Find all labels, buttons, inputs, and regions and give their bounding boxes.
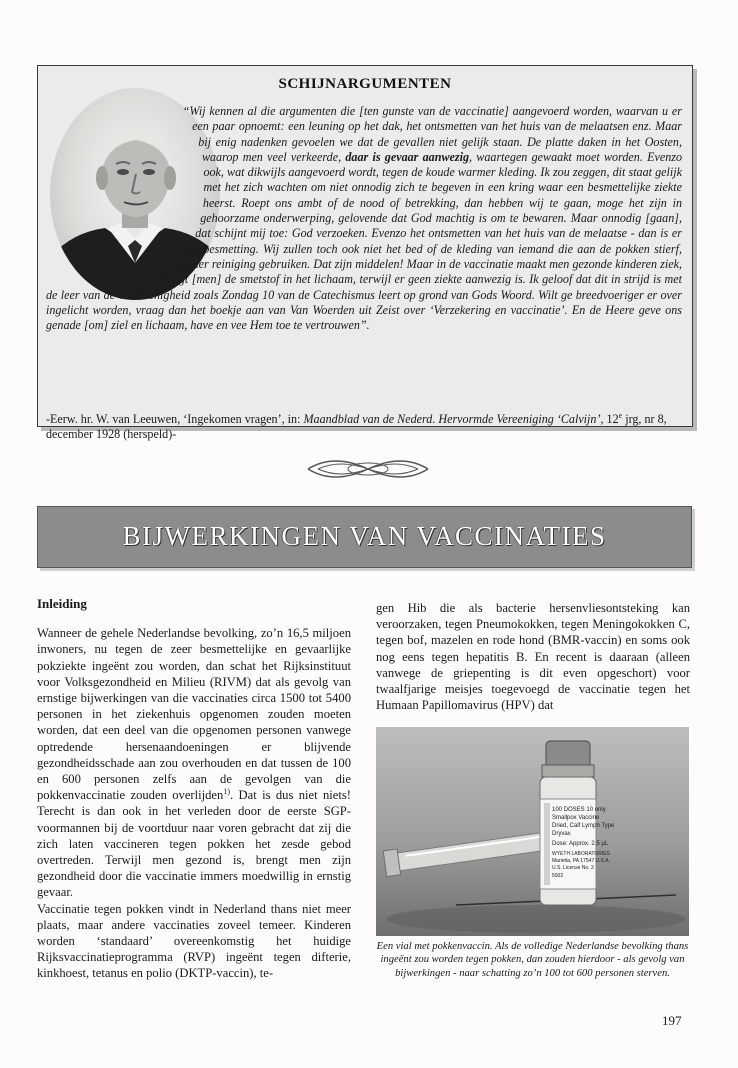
article-right-column: [376, 600, 690, 713]
quote-emphasis: daar is gevaar aanwezig: [345, 149, 470, 164]
quote-box: [37, 65, 693, 441]
vial-label-line-6: WYETH LABORATORIES: [552, 851, 610, 857]
source-part2: , 12: [600, 412, 619, 426]
quote-part1: “Wij kennen al die argumenten die [ten gunste van de vaccinatie] aangevoerd worden, waarvan u er een paar opnoemt: een leuning op het dak, het ontsmetten van het huis van de melaatsen enz. Maar bij enig nadenken gevoelen we dat de gevallen niet gelijk staan. De platte daken in het Oosten, waarop men veel verkeerde,: [182, 104, 682, 164]
article-paragraph-1: [37, 625, 351, 900]
article-paragraph-2: Vaccinatie tegen pokken vindt in Nederland thans niet meer plaats, maar andere vaccinaties zoveel temeer. Kinderen worden ‘standaard’ overeenkomstig het huidige Rijksvaccinatieprogramma (RVP) ingeënt tegen difterie, kinkhoest, tetanus en polio (DKTP-vaccin), te-: [37, 901, 351, 981]
vial-label-line-5: Dose: Approx. 2.5 µL: [552, 841, 609, 847]
footnote-ref: 1): [223, 787, 230, 797]
vial-label-line-7: Marietta, PA 17547 U.S.A.: [552, 858, 610, 864]
vial-label-line-9: 5002: [552, 873, 564, 879]
photo-caption: Een vial met pokkenvaccin. Als de volledige Nederlandse bevolking thans ingeënt zou worden tegen pokken, dan zouden hierdoor - als gevolg van bijwerkingen - naar schatting zo’n 100 tot 600 personen sterven.: [376, 941, 689, 979]
vial-label-line-8: U.S. License No. 3: [552, 865, 594, 871]
vaccine-vial-photo: [376, 727, 689, 936]
vial-label-line-2: Smallpox Vaccine: [552, 815, 600, 821]
section-title: BIJWERKINGEN VAN VACCINATIES: [122, 521, 607, 551]
page-number: 197: [662, 1013, 682, 1028]
flourish-ornament-icon: [304, 451, 432, 487]
article-heading: Inleiding: [37, 596, 87, 611]
vial-label-line-4: Dryvax: [552, 831, 571, 837]
section-banner: [37, 506, 692, 568]
quote-source: [46, 412, 682, 442]
vial-label-line-3: Dried, Calf Lymph Type: [552, 823, 615, 829]
vaccine-vial-illustration: [376, 727, 689, 936]
quote-text: [46, 104, 682, 333]
article-left-column: [37, 596, 351, 982]
vial-label-line-1: 100 DOSES 10 only: [552, 807, 606, 813]
source-journal: Maandblad van de Nederd. Hervormde Vereeniging ‘Calvijn’: [303, 412, 601, 426]
article-paragraph-3: gen Hib die als bacterie hersenvliesontsteking kan veroorzaken, tegen Pneumokokken, tegen Meningokokken C, tegen bof, mazelen en rode hond (BMR-vaccin) en soms ook nog eens tegen hepatitis B. En recent is daaraan (alleen vanwege de griepenting is dit even opgeschort) voor twaalfjarige meisjes toegevoegd de vaccinatie tegen het Humaan Papillomavirus (HPV) dat: [376, 601, 690, 713]
box-title: SCHIJNARGUMENTEN: [278, 76, 452, 92]
source-part1: -Eerw. hr. W. van Leeuwen, ‘Ingekomen vragen’, in:: [46, 412, 304, 426]
quote-part2: , waartegen gewaakt moet worden. Evenzo ook, wat dikwijls aangevoerd wordt, tegen de koude warmer kleding. Ik zou zeggen, dit staat gelijk met het zich wachten om niet onnodig zich te begeven in een kring waar een besmettelijke ziekte heerst. Roept ons ambt of de nood of betrekking, dan hebben wij te gaan, moge het zijn in gehoorzame onderwerping, gelovende dat God machtig is om te bewaren. Maar onnodig [gaan], dat schijnt mij toe: God verzoeken. Evenzo het ontsmetten van het huis van de melaatse - dan is er de besmetting. Wij zullen toch ook niet het bed of de kleding van iemand die aan de pokken stierf, zonder reiniging gebruiken. Dat zijn middelen! Maar in de vaccinatie maakt men gezonde kinderen ziek, brengt [men] de smetstof in het lichaam, terwijl er geen ziekte aanwezig is. Ik geloof dat dit in strijd is met de leer van de voorzienigheid zoals Zondag 10 van de Catechismus leert op grond van Gods Woord. Wilt ge breedvoeriger er over ingelicht worden, vraag dan het boekje aan van Van Woerden uit Zeist over ‘Verzekering en vaccinatie’. En de Heere geve ons genade [om] ziel en lichaam, have en vee Hem toe te vertrouwen”.: [46, 149, 682, 333]
paragraph-1-part2: . Dat is dus niet niets! Terecht is dan ook in het verleden door de eerste SGP-voormannen bij de voortduur naar voren gebracht dat zij die zich laten vaccineren tegen pokken het zesde gebod overtreden. Terwijl men gezond is, brengt men zijn gezondheid door die vaccinatie immers moedwillig in ernstig gevaar.: [37, 788, 351, 900]
source-part3: jrg, nr 8, december 1928 (herspeld)-: [46, 412, 667, 441]
source-superscript: e: [618, 410, 623, 420]
paragraph-1-part1: Wanneer de gehele Nederlandse bevolking, zo’n 16,5 miljoen inwoners, nu tegen de zeer besmettelijke en gevaarlijke pokziekte ingeënt zou worden, dan schat het Rijksinstituut voor Volksgezondheid en Milieu (RIVM) dat als gevolg van ernstige bijwerkingen van die vaccinaties circa 1500 tot 5400 personen in het ziekenhuis opgenomen zouden moeten worden, dat een deel van die opgenomen personen vanwege optredende hersenaandoeningen er blijvende gezondheidsschade aan zou overhouden en dat tussen de 100 en 600 personen zelfs aan de gevolgen van die pokkenvaccinatie zouden overlijden: [37, 626, 351, 803]
